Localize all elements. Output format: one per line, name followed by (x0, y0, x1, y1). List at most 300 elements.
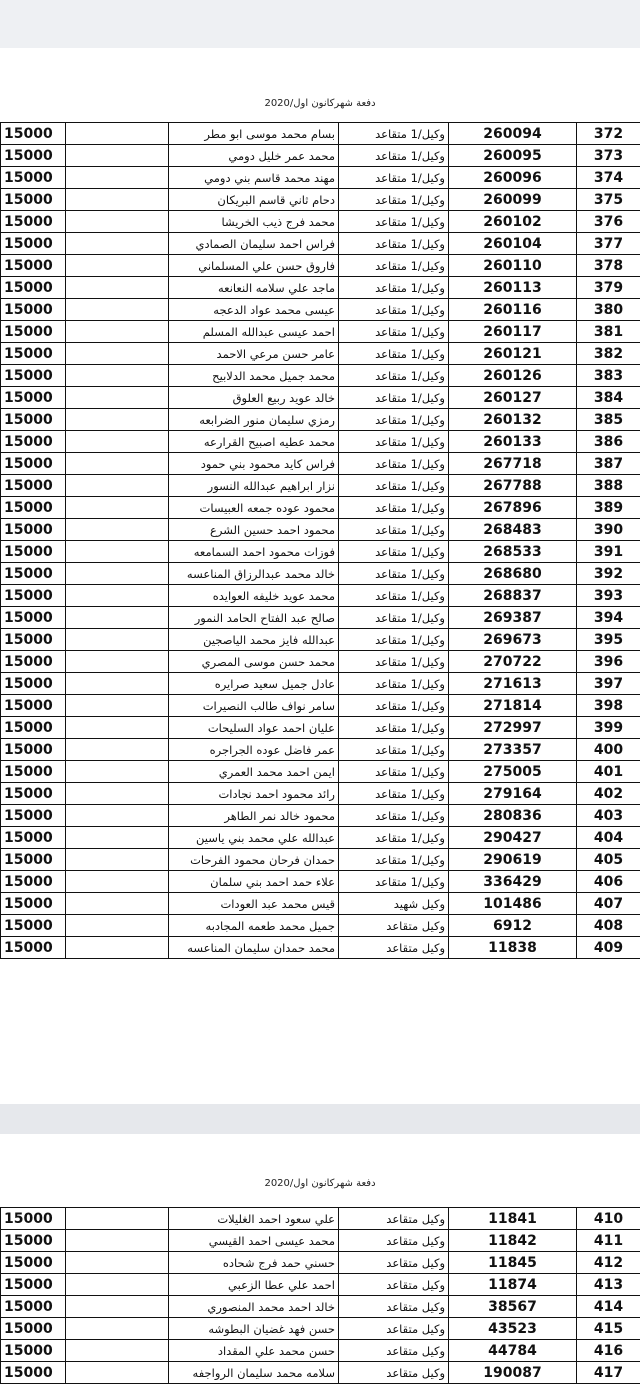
amount-cell: 15000 (1, 739, 66, 761)
table-row (1, 453, 640, 475)
code-cell: 260094 (449, 123, 577, 145)
code-cell: 260127 (449, 387, 577, 409)
empty-cell (66, 409, 169, 431)
name-cell: علي سعود احمد الغليلات (169, 1208, 339, 1230)
serial-cell: 374 (577, 167, 640, 189)
amount-cell: 15000 (1, 629, 66, 651)
type-cell: وكيل/1 متقاعد (339, 673, 449, 695)
amount-cell: 15000 (1, 783, 66, 805)
type-cell: وكيل/1 متقاعد (339, 233, 449, 255)
amount-cell: 15000 (1, 827, 66, 849)
serial-cell: 393 (577, 585, 640, 607)
amount-cell: 15000 (1, 167, 66, 189)
type-cell: وكيل/1 متقاعد (339, 453, 449, 475)
table-row (1, 519, 640, 541)
code-cell: 260113 (449, 277, 577, 299)
serial-cell: 389 (577, 497, 640, 519)
serial-cell: 398 (577, 695, 640, 717)
code-cell: 101486 (449, 893, 577, 915)
empty-cell (66, 915, 169, 937)
code-cell: 260117 (449, 321, 577, 343)
type-cell: وكيل/1 متقاعد (339, 409, 449, 431)
code-cell: 290619 (449, 849, 577, 871)
type-cell: وكيل متقاعد (339, 1296, 449, 1318)
empty-cell (66, 805, 169, 827)
code-cell: 260095 (449, 145, 577, 167)
serial-cell: 387 (577, 453, 640, 475)
amount-cell: 15000 (1, 761, 66, 783)
name-cell: نزار ابراهيم عبدالله النسور (169, 475, 339, 497)
serial-cell: 379 (577, 277, 640, 299)
serial-cell: 392 (577, 563, 640, 585)
serial-cell: 412 (577, 1252, 640, 1274)
amount-cell: 15000 (1, 651, 66, 673)
amount-cell: 15000 (1, 189, 66, 211)
empty-cell (66, 893, 169, 915)
code-cell: 260104 (449, 233, 577, 255)
code-cell: 260126 (449, 365, 577, 387)
type-cell: وكيل/1 متقاعد (339, 211, 449, 233)
code-cell: 273357 (449, 739, 577, 761)
type-cell: وكيل متقاعد (339, 915, 449, 937)
name-cell: مهند محمد قاسم بني دومي (169, 167, 339, 189)
serial-cell: 417 (577, 1362, 640, 1384)
code-cell: 271814 (449, 695, 577, 717)
type-cell: وكيل/1 متقاعد (339, 563, 449, 585)
empty-cell (66, 277, 169, 299)
type-cell: وكيل/1 متقاعد (339, 629, 449, 651)
empty-cell (66, 607, 169, 629)
amount-cell: 15000 (1, 1274, 66, 1296)
type-cell: وكيل/1 متقاعد (339, 717, 449, 739)
serial-cell: 399 (577, 717, 640, 739)
table-row (1, 1208, 640, 1230)
table-row (1, 607, 640, 629)
amount-cell: 15000 (1, 1340, 66, 1362)
code-cell: 11841 (449, 1208, 577, 1230)
type-cell: وكيل متقاعد (339, 1318, 449, 1340)
serial-cell: 408 (577, 915, 640, 937)
name-cell: محمود عوده جمعه العبيسات (169, 497, 339, 519)
serial-cell: 380 (577, 299, 640, 321)
serial-cell: 403 (577, 805, 640, 827)
table-row (1, 695, 640, 717)
serial-cell: 411 (577, 1230, 640, 1252)
table-row (1, 1318, 640, 1340)
amount-cell: 15000 (1, 805, 66, 827)
code-cell: 260096 (449, 167, 577, 189)
code-cell: 275005 (449, 761, 577, 783)
name-cell: علاء حمد احمد بني سلمان (169, 871, 339, 893)
serial-cell: 384 (577, 387, 640, 409)
type-cell: وكيل/1 متقاعد (339, 761, 449, 783)
serial-cell: 375 (577, 189, 640, 211)
type-cell: وكيل متقاعد (339, 1230, 449, 1252)
name-cell: محمد فرج ذيب الخريشا (169, 211, 339, 233)
table-row (1, 585, 640, 607)
code-cell: 290427 (449, 827, 577, 849)
name-cell: فراس كايد محمود بني حمود (169, 453, 339, 475)
empty-cell (66, 497, 169, 519)
empty-cell (66, 541, 169, 563)
empty-cell (66, 1208, 169, 1230)
code-cell: 6912 (449, 915, 577, 937)
name-cell: محمد عيسى احمد القيسي (169, 1230, 339, 1252)
empty-cell (66, 321, 169, 343)
name-cell: دحام ثاني قاسم البريكان (169, 189, 339, 211)
name-cell: عيسى محمد عواد الدعجه (169, 299, 339, 321)
name-cell: صالح عبد الفتاح الحامد النمور (169, 607, 339, 629)
name-cell: محمد جميل محمد الدلابيح (169, 365, 339, 387)
serial-cell: 376 (577, 211, 640, 233)
serial-cell: 391 (577, 541, 640, 563)
type-cell: وكيل/1 متقاعد (339, 365, 449, 387)
type-cell: وكيل/1 متقاعد (339, 255, 449, 277)
code-cell: 279164 (449, 783, 577, 805)
code-cell: 11874 (449, 1274, 577, 1296)
code-cell: 44784 (449, 1340, 577, 1362)
amount-cell: 15000 (1, 541, 66, 563)
amount-cell: 15000 (1, 607, 66, 629)
empty-cell (66, 343, 169, 365)
type-cell: وكيل/1 متقاعد (339, 585, 449, 607)
table-row (1, 783, 640, 805)
amount-cell: 15000 (1, 1296, 66, 1318)
serial-cell: 409 (577, 937, 640, 959)
empty-cell (66, 1252, 169, 1274)
amount-cell: 15000 (1, 1318, 66, 1340)
empty-cell (66, 123, 169, 145)
table-row (1, 805, 640, 827)
code-cell: 336429 (449, 871, 577, 893)
code-cell: 270722 (449, 651, 577, 673)
amount-cell: 15000 (1, 1362, 66, 1384)
amount-cell: 15000 (1, 409, 66, 431)
type-cell: وكيل متقاعد (339, 937, 449, 959)
type-cell: وكيل/1 متقاعد (339, 871, 449, 893)
name-cell: رائد محمود احمد نجادات (169, 783, 339, 805)
amount-cell: 15000 (1, 255, 66, 277)
type-cell: وكيل/1 متقاعد (339, 739, 449, 761)
amount-cell: 15000 (1, 849, 66, 871)
name-cell: خالد احمد محمد المنصوري (169, 1296, 339, 1318)
empty-cell (66, 827, 169, 849)
serial-cell: 414 (577, 1296, 640, 1318)
empty-cell (66, 475, 169, 497)
type-cell: وكيل/1 متقاعد (339, 299, 449, 321)
page-gap (0, 1104, 640, 1134)
empty-cell (66, 1230, 169, 1252)
code-cell: 280836 (449, 805, 577, 827)
table-row (1, 1340, 640, 1362)
type-cell: وكيل متقاعد (339, 1274, 449, 1296)
payments-table (0, 1207, 640, 1384)
table-row (1, 167, 640, 189)
name-cell: رمزي سليمان منور الضرابعه (169, 409, 339, 431)
amount-cell: 15000 (1, 277, 66, 299)
amount-cell: 15000 (1, 695, 66, 717)
table-row (1, 277, 640, 299)
name-cell: سامر نواف طالب النصيرات (169, 695, 339, 717)
code-cell: 11838 (449, 937, 577, 959)
amount-cell: 15000 (1, 519, 66, 541)
name-cell: فاروق حسن علي المسلماني (169, 255, 339, 277)
type-cell: وكيل/1 متقاعد (339, 827, 449, 849)
name-cell: ايمن احمد محمد العمري (169, 761, 339, 783)
empty-cell (66, 299, 169, 321)
empty-cell (66, 1318, 169, 1340)
code-cell: 267788 (449, 475, 577, 497)
name-cell: حسن فهد غضيان البطوشه (169, 1318, 339, 1340)
empty-cell (66, 431, 169, 453)
document-page-1 (0, 48, 640, 1104)
empty-cell (66, 1340, 169, 1362)
type-cell: وكيل/1 متقاعد (339, 123, 449, 145)
amount-cell: 15000 (1, 497, 66, 519)
empty-cell (66, 871, 169, 893)
code-cell: 260132 (449, 409, 577, 431)
amount-cell: 15000 (1, 431, 66, 453)
type-cell: وكيل/1 متقاعد (339, 497, 449, 519)
amount-cell: 15000 (1, 145, 66, 167)
table-row (1, 431, 640, 453)
code-cell: 268680 (449, 563, 577, 585)
code-cell: 260121 (449, 343, 577, 365)
empty-cell (66, 1296, 169, 1318)
type-cell: وكيل/1 متقاعد (339, 431, 449, 453)
amount-cell: 15000 (1, 1230, 66, 1252)
table-row (1, 1362, 640, 1384)
code-cell: 269673 (449, 629, 577, 651)
table-row (1, 299, 640, 321)
amount-cell: 15000 (1, 717, 66, 739)
name-cell: عبدالله فايز محمد الياصجين (169, 629, 339, 651)
table-row (1, 1296, 640, 1318)
type-cell: وكيل/1 متقاعد (339, 277, 449, 299)
type-cell: وكيل/1 متقاعد (339, 695, 449, 717)
name-cell: عليان احمد عواد السليحات (169, 717, 339, 739)
code-cell: 260133 (449, 431, 577, 453)
table-row (1, 409, 640, 431)
amount-cell: 15000 (1, 299, 66, 321)
serial-cell: 413 (577, 1274, 640, 1296)
table-row (1, 893, 640, 915)
type-cell: وكيل/1 متقاعد (339, 849, 449, 871)
type-cell: وكيل/1 متقاعد (339, 145, 449, 167)
code-cell: 267896 (449, 497, 577, 519)
name-cell: خالد عويد ربيع العلوق (169, 387, 339, 409)
name-cell: عبدالله علي محمد بني ياسين (169, 827, 339, 849)
table-row (1, 1274, 640, 1296)
empty-cell (66, 937, 169, 959)
table-row (1, 629, 640, 651)
empty-cell (66, 387, 169, 409)
serial-cell: 383 (577, 365, 640, 387)
code-cell: 269387 (449, 607, 577, 629)
empty-cell (66, 519, 169, 541)
table-row (1, 761, 640, 783)
table-row (1, 937, 640, 959)
serial-cell: 407 (577, 893, 640, 915)
type-cell: وكيل/1 متقاعد (339, 541, 449, 563)
amount-cell: 15000 (1, 123, 66, 145)
amount-cell: 15000 (1, 453, 66, 475)
type-cell: وكيل/1 متقاعد (339, 519, 449, 541)
name-cell: عمر فاضل عوده الجراجره (169, 739, 339, 761)
empty-cell (66, 365, 169, 387)
type-cell: وكيل/1 متقاعد (339, 189, 449, 211)
serial-cell: 388 (577, 475, 640, 497)
amount-cell: 15000 (1, 233, 66, 255)
table-row (1, 849, 640, 871)
serial-cell: 401 (577, 761, 640, 783)
serial-cell: 405 (577, 849, 640, 871)
serial-cell: 390 (577, 519, 640, 541)
serial-cell: 395 (577, 629, 640, 651)
amount-cell: 15000 (1, 563, 66, 585)
type-cell: وكيل/1 متقاعد (339, 343, 449, 365)
table-row (1, 123, 640, 145)
amount-cell: 15000 (1, 211, 66, 233)
empty-cell (66, 695, 169, 717)
amount-cell: 15000 (1, 893, 66, 915)
empty-cell (66, 1362, 169, 1384)
empty-cell (66, 145, 169, 167)
empty-cell (66, 761, 169, 783)
name-cell: محمود خالد نمر الطاهر (169, 805, 339, 827)
code-cell: 268533 (449, 541, 577, 563)
name-cell: محمد حسن موسى المصري (169, 651, 339, 673)
amount-cell: 15000 (1, 1252, 66, 1274)
name-cell: احمد عيسى عبدالله المسلم (169, 321, 339, 343)
amount-cell: 15000 (1, 673, 66, 695)
amount-cell: 15000 (1, 585, 66, 607)
name-cell: حمدان فرحان محمود الفرحات (169, 849, 339, 871)
page-header: دفعة شهركانون اول/2020 (264, 98, 376, 109)
amount-cell: 15000 (1, 387, 66, 409)
amount-cell: 15000 (1, 937, 66, 959)
serial-cell: 382 (577, 343, 640, 365)
table-row (1, 651, 640, 673)
empty-cell (66, 211, 169, 233)
serial-cell: 397 (577, 673, 640, 695)
code-cell: 260102 (449, 211, 577, 233)
table-row (1, 1230, 640, 1252)
type-cell: وكيل/1 متقاعد (339, 321, 449, 343)
table-row (1, 563, 640, 585)
name-cell: بسام محمد موسى ابو مطر (169, 123, 339, 145)
empty-cell (66, 849, 169, 871)
table-row (1, 871, 640, 893)
table-row (1, 739, 640, 761)
code-cell: 43523 (449, 1318, 577, 1340)
serial-cell: 386 (577, 431, 640, 453)
name-cell: حسن محمد علي المقداد (169, 1340, 339, 1362)
empty-cell (66, 167, 169, 189)
table-row (1, 365, 640, 387)
empty-cell (66, 673, 169, 695)
serial-cell: 377 (577, 233, 640, 255)
table-row (1, 211, 640, 233)
type-cell: وكيل/1 متقاعد (339, 783, 449, 805)
name-cell: عادل جميل سعيد صرايره (169, 673, 339, 695)
page-header: دفعة شهركانون اول/2020 (264, 1178, 376, 1189)
name-cell: فوزات محمود احمد السمامعه (169, 541, 339, 563)
amount-cell: 15000 (1, 321, 66, 343)
table-row (1, 673, 640, 695)
type-cell: وكيل شهيد (339, 893, 449, 915)
name-cell: محمد عويد خليفه العوايده (169, 585, 339, 607)
serial-cell: 400 (577, 739, 640, 761)
type-cell: وكيل/1 متقاعد (339, 475, 449, 497)
type-cell: وكيل متقاعد (339, 1362, 449, 1384)
name-cell: احمد علي عطا الزعبي (169, 1274, 339, 1296)
empty-cell (66, 651, 169, 673)
name-cell: محمد عمر خليل دومي (169, 145, 339, 167)
empty-cell (66, 717, 169, 739)
name-cell: جميل محمد طعمه المجادبه (169, 915, 339, 937)
amount-cell: 15000 (1, 1208, 66, 1230)
name-cell: سلامه محمد سليمان الرواجفه (169, 1362, 339, 1384)
serial-cell: 394 (577, 607, 640, 629)
empty-cell (66, 189, 169, 211)
table-row (1, 475, 640, 497)
code-cell: 38567 (449, 1296, 577, 1318)
document-page-2 (0, 1134, 640, 1386)
code-cell: 267718 (449, 453, 577, 475)
table-row (1, 1252, 640, 1274)
empty-cell (66, 1274, 169, 1296)
name-cell: محمد حمدان سليمان المناعسه (169, 937, 339, 959)
serial-cell: 415 (577, 1318, 640, 1340)
code-cell: 190087 (449, 1362, 577, 1384)
serial-cell: 410 (577, 1208, 640, 1230)
serial-cell: 372 (577, 123, 640, 145)
serial-cell: 373 (577, 145, 640, 167)
code-cell: 260110 (449, 255, 577, 277)
type-cell: وكيل/1 متقاعد (339, 167, 449, 189)
name-cell: خالد محمد عبدالرزاق المناعسه (169, 563, 339, 585)
amount-cell: 15000 (1, 365, 66, 387)
empty-cell (66, 255, 169, 277)
table-row (1, 827, 640, 849)
name-cell: فراس احمد سليمان الصمادي (169, 233, 339, 255)
code-cell: 271613 (449, 673, 577, 695)
type-cell: وكيل/1 متقاعد (339, 387, 449, 409)
top-bar (0, 0, 640, 48)
payments-table (0, 122, 640, 959)
amount-cell: 15000 (1, 871, 66, 893)
code-cell: 272997 (449, 717, 577, 739)
code-cell: 260099 (449, 189, 577, 211)
table-row (1, 541, 640, 563)
table-row (1, 343, 640, 365)
serial-cell: 381 (577, 321, 640, 343)
empty-cell (66, 233, 169, 255)
amount-cell: 15000 (1, 475, 66, 497)
table-row (1, 189, 640, 211)
table-row (1, 387, 640, 409)
code-cell: 11845 (449, 1252, 577, 1274)
name-cell: محمد عطيه اصبيح القرارعه (169, 431, 339, 453)
type-cell: وكيل/1 متقاعد (339, 607, 449, 629)
table-row (1, 915, 640, 937)
type-cell: وكيل متقاعد (339, 1208, 449, 1230)
type-cell: وكيل متقاعد (339, 1340, 449, 1362)
code-cell: 260116 (449, 299, 577, 321)
name-cell: ماجد علي سلامه النعانعه (169, 277, 339, 299)
serial-cell: 404 (577, 827, 640, 849)
